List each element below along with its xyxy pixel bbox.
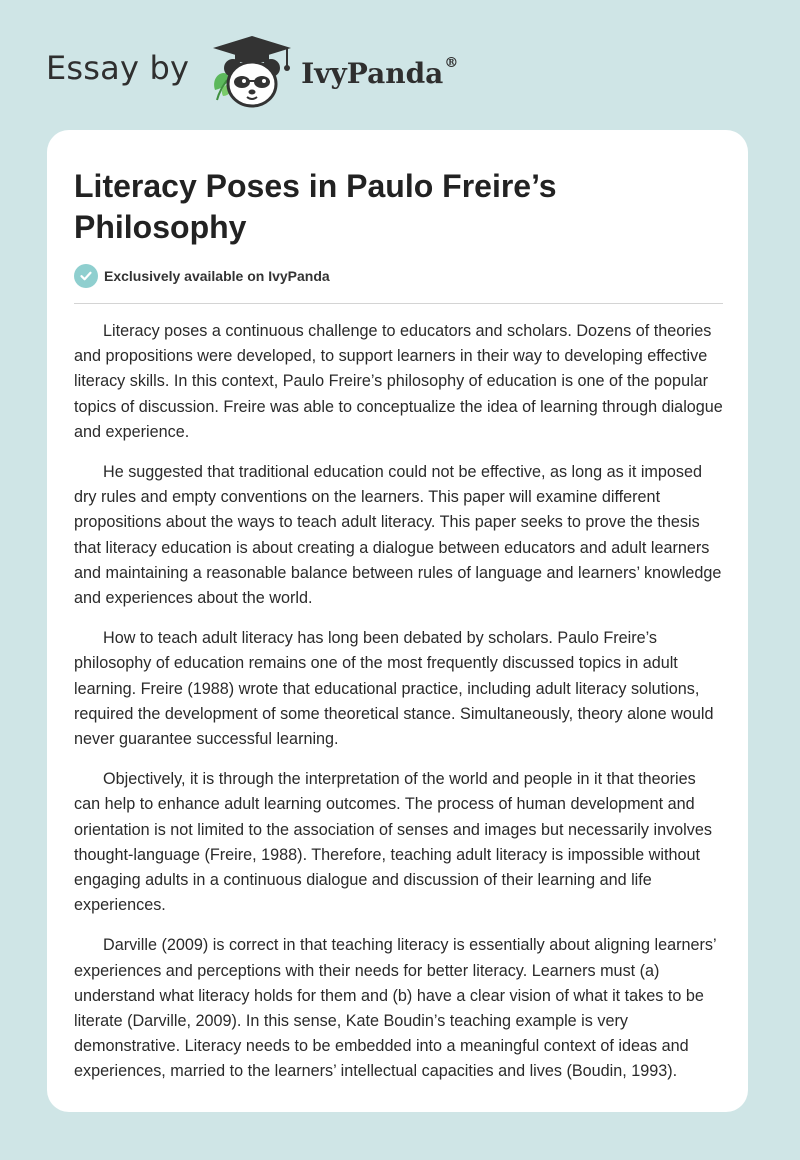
essay-title: Literacy Poses in Paulo Freire’s Philosophy [74, 168, 557, 245]
panda-logo-icon[interactable] [207, 30, 297, 110]
divider [74, 303, 723, 304]
exclusive-label: Exclusively available on IvyPanda [104, 268, 330, 284]
essay-card [47, 130, 748, 1112]
site-header [46, 30, 458, 110]
essay-body [74, 319, 726, 1100]
paragraph: How to teach adult literacy has long been debated by scholars. Paulo Freire’s philosophy of education remains one of the most frequently discussed topics in adult learning. Freire (1988) wrote that educational practice, including adult literacy solutions, required the development of some theoretical stance. Simultaneously, theory alone would never guarantee successful learning. [74, 629, 714, 749]
paragraph: Literacy poses a continuous challenge to educators and scholars. Dozens of theories and propositions were developed, to support learners in their way to developing effective literacy skills. In this context, Paulo Freire’s philosophy of education is one of the popular topics of discussion. Freire was able to conceptualize the idea of learning through dialogue and experience. [74, 322, 723, 441]
checkmark-icon [74, 264, 98, 288]
paragraph: Objectively, it is through the interpretation of the world and people in it that theories can help to enhance adult learning outcomes. The process of human development and orientation is not limited to the association of senses and images but necessarily involves thought-language (Freire, 1988). Therefore, teaching adult literacy is impossible without engaging adults in a continuous dialogue and discussion of their learning and life experiences. [74, 770, 712, 915]
paragraph: Darville (2009) is correct in that teaching literacy is essentially about aligning learners’ experiences and perceptions with their needs for better literacy. Learners must (a) understand what literacy holds for them and (b) have a clear vision of what it takes to be literate (Darville, 2009). In this sense, Kate Boudin’s teaching example is very demonstrative. Literacy needs to be embedded into a meaningful context of ideas and experiences, married to the learners’ intellectual capacities and lives (Boudin, 1993). [74, 936, 717, 1081]
exclusive-badge [74, 264, 330, 288]
essay-by-label: Essay by [46, 49, 190, 87]
brand-text[interactable]: IvyPanda [301, 56, 444, 90]
registered-mark: ® [444, 54, 459, 71]
brand-name[interactable] [301, 54, 459, 90]
paragraph: He suggested that traditional education could not be effective, as long as it imposed dry rules and empty conventions on the learners. This paper will examine different propositions about the ways to teach adult literacy. This paper seeks to prove the thesis that literacy education is about creating a dialogue between educators and adult learners and maintaining a reasonable balance between rules of language and learners’ knowledge and experiences about the world. [74, 463, 722, 608]
